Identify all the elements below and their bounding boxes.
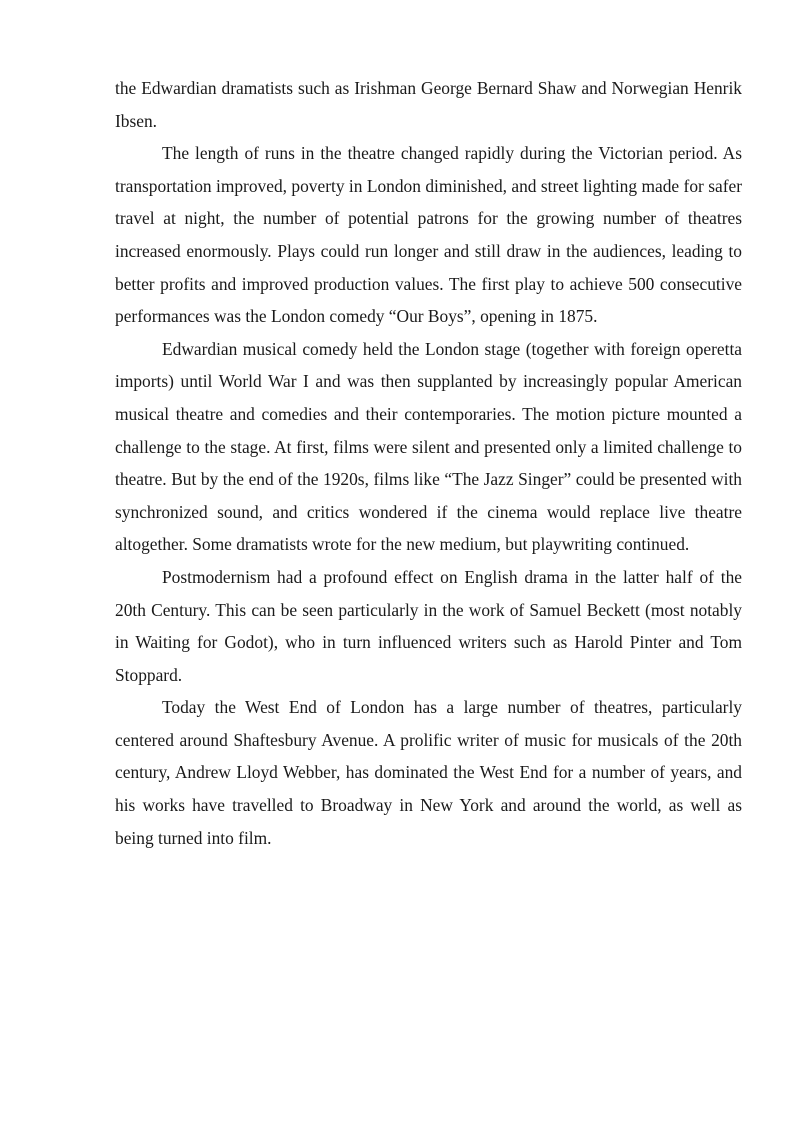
paragraph-postmodernism: Postmodernism had a profound effect on English drama in the latter half of the 20th Century. This can be seen particularly in the work of Samuel Beckett (most notably in Waiting for Godot), who in turn influenced writers such as Harold Pinter and Tom Stoppard. bbox=[115, 566, 742, 685]
paragraph-continuation: the Edwardian dramatists such as Irishman George Bernard Shaw and Norwegian Henrik Ibsen. bbox=[115, 78, 742, 131]
paragraph-length-of-runs: The length of runs in the theatre changed rapidly during the Victorian period. As transportation improved, poverty in London diminished, and street lighting made for safer travel at night, the number of potential patrons for the growing number of theatres increased enormously. Plays could run longer and still draw in the audiences, leading to better profits and improved production values. The first play to achieve 500 consecutive performances was the London comedy “Our Boys”, opening in 1875. bbox=[115, 143, 742, 327]
paragraph-edwardian-musical-comedy: Edwardian musical comedy held the London stage (together with foreign operetta imports) until World War I and was then supplanted by increasingly popular American musical theatre and comedies and their contemporaries. The motion picture mounted a challenge to the stage. At first, films were silent and presented only a limited challenge to theatre. But by the end of the 1920s, films like “The Jazz Singer” could be presented with synchronized sound, and critics wondered if the cinema would replace live theatre altogether. Some dramatists wrote for the new medium, but playwriting continued. bbox=[115, 338, 742, 555]
body-text bbox=[115, 72, 742, 854]
paragraph-west-end-today: Today the West End of London has a large number of theatres, particularly centered around Shaftesbury Avenue. A prolific writer of music for musicals of the 20th century, Andrew Lloyd Webber, has dominated the West End for a number of years, and his works have travelled to Broadway in New York and around the world, as well as being turned into film. bbox=[115, 697, 742, 848]
